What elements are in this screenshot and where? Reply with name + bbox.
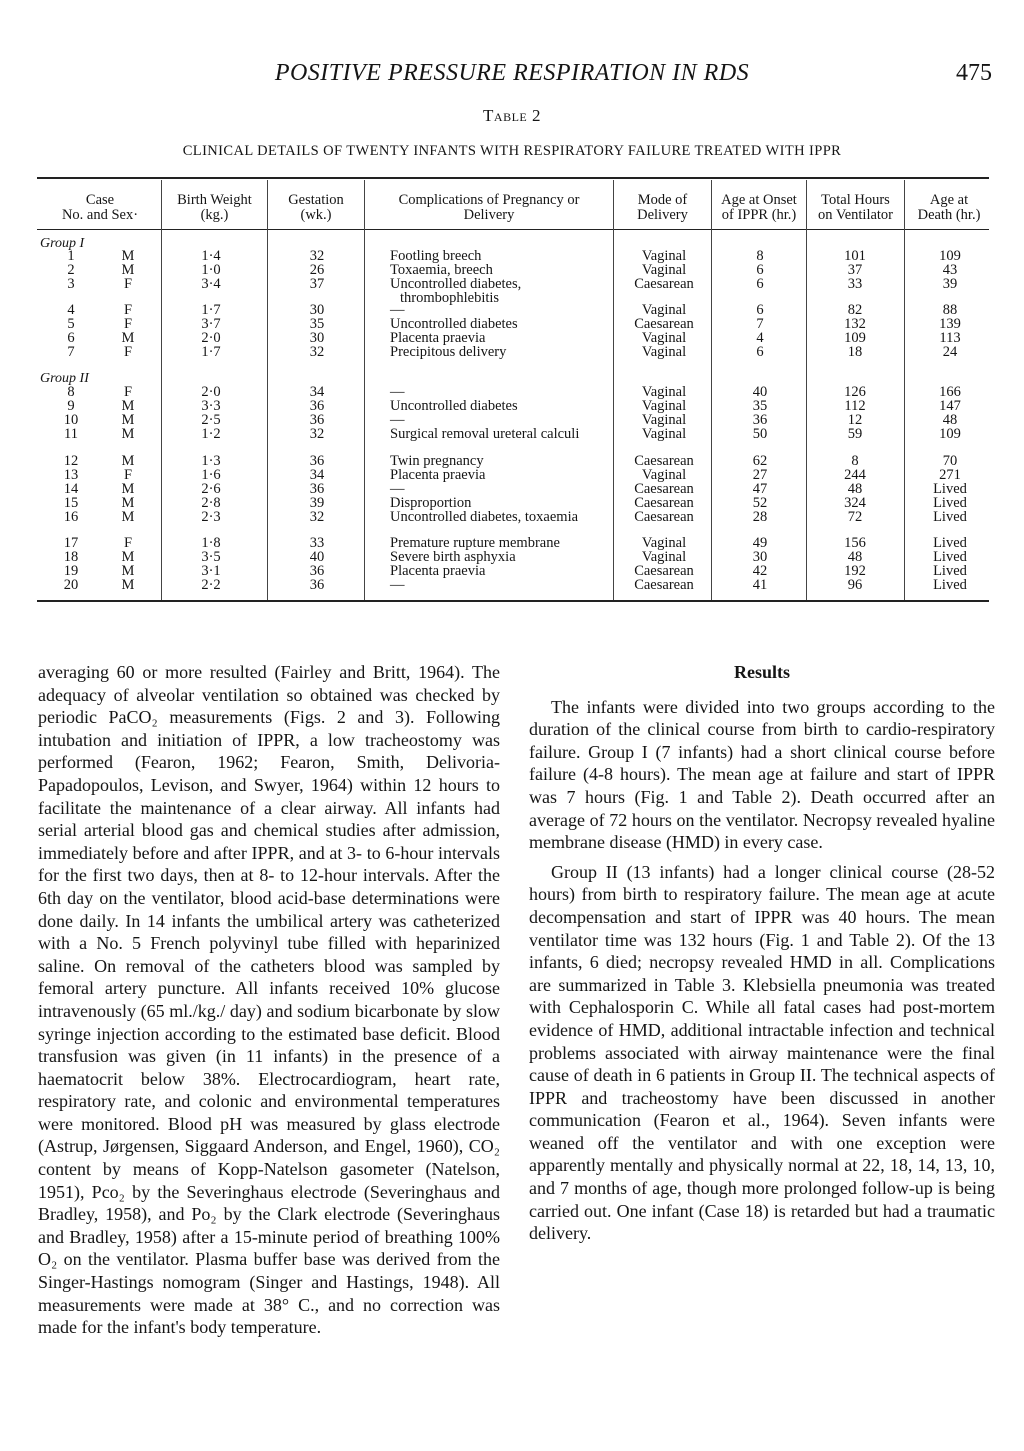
cell-weight: 1·6 xyxy=(201,467,221,483)
results-heading: Results xyxy=(733,662,790,682)
header-case xyxy=(42,193,158,223)
cell-death: 88 xyxy=(942,302,958,318)
cell-gestation: 32 xyxy=(309,344,325,360)
cell-hours: 244 xyxy=(844,467,866,483)
cell-complications: Placenta praevia xyxy=(390,330,486,346)
results-paragraph: The infants were divided into two groups according to the duration of the clinical course from birth to cardio-respiratory failure. Group I (7 infants) had a short clinical course before failure (4-8 hours). The mean age at failure and start of IPPR was 7 hours (Fig. 1 and Table 2). Death occurred after an average of 72 hours on the ventilator. Necropsy revealed hyaline membrane disease (HMD) in every case. xyxy=(529,696,995,853)
table-caption: CLINICAL DETAILS OF TWENTY INFANTS WITH RESPIRATORY FAILURE TREATED WITH IPPR xyxy=(182,143,842,159)
cell-hours: 8 xyxy=(851,453,859,469)
column-divider xyxy=(161,180,162,600)
cell-sex: F xyxy=(123,302,133,318)
cell-no: 20 xyxy=(63,577,79,593)
header-death-line1: Age at xyxy=(929,192,969,208)
cell-onset: 35 xyxy=(752,398,768,414)
cell-complications: Uncontrolled diabetes xyxy=(390,316,518,332)
cell-gestation: 37 xyxy=(309,276,325,292)
cell-mode: Vaginal xyxy=(641,248,687,264)
cell-no: 9 xyxy=(67,398,75,414)
cell-no: 17 xyxy=(63,535,79,551)
body-right-column xyxy=(529,661,995,1245)
table-top-rule xyxy=(37,177,989,179)
cell-complications: — xyxy=(390,384,405,400)
cell-death: Lived xyxy=(933,509,967,525)
cell-weight: 2·6 xyxy=(201,481,221,497)
cell-death: 139 xyxy=(939,316,961,332)
cell-no: 6 xyxy=(67,330,75,346)
cell-hours: 48 xyxy=(847,481,863,497)
cell-complications: Toxaemia, breech xyxy=(390,262,493,278)
cell-hours: 96 xyxy=(847,577,863,593)
header-gestation-line2: (wk.) xyxy=(300,207,332,223)
header-mode-line2: Delivery xyxy=(637,207,688,223)
cell-hours: 37 xyxy=(847,262,863,278)
cell-weight: 1·2 xyxy=(201,426,221,442)
header-death-line2: Death (hr.) xyxy=(917,207,981,223)
cell-gestation: 39 xyxy=(309,495,325,511)
cell-weight: 3·1 xyxy=(201,563,221,579)
cell-gestation: 36 xyxy=(309,563,325,579)
cell-no: 11 xyxy=(64,426,78,442)
cell-complications: Footling breech xyxy=(390,248,482,264)
cell-no: 8 xyxy=(67,384,75,400)
cell-mode: Vaginal xyxy=(641,426,687,442)
cell-no: 14 xyxy=(63,481,79,497)
header-complications xyxy=(367,193,611,223)
cell-gestation: 36 xyxy=(309,453,325,469)
column-divider xyxy=(711,180,712,600)
cell-complications: Placenta praevia xyxy=(390,467,486,483)
cell-gestation: 36 xyxy=(309,577,325,593)
cell-death: 24 xyxy=(942,344,958,360)
cell-gestation: 26 xyxy=(309,262,325,278)
cell-no: 10 xyxy=(63,412,79,428)
cell-complications: Precipitous delivery xyxy=(390,344,507,360)
cell-complications: Premature rupture membrane xyxy=(390,535,560,551)
header-complications-line1: Complications of Pregnancy or xyxy=(398,192,580,208)
cell-weight: 1·7 xyxy=(201,302,221,318)
cell-onset: 27 xyxy=(752,467,768,483)
cell-death: 70 xyxy=(942,453,958,469)
header-onset-line2: of IPPR (hr.) xyxy=(721,207,797,223)
cell-gestation: 35 xyxy=(309,316,325,332)
cell-sex: M xyxy=(121,577,135,593)
cell-hours: 59 xyxy=(847,426,863,442)
cell-gestation: 36 xyxy=(309,481,325,497)
column-divider xyxy=(806,180,807,600)
cell-hours: 48 xyxy=(847,549,863,565)
table-title: Table 2 xyxy=(483,106,541,125)
cell-sex: M xyxy=(121,563,135,579)
table-header-rule xyxy=(37,229,989,230)
cell-sex: M xyxy=(121,481,135,497)
results-paragraph: Group II (13 infants) had a longer clinical course (28-52 hours) from birth to respiratory failure. The mean age at acute decompensation and start of IPPR was 40 hours. The mean ventilator time was 132 hours (Fig. 1 and Table 2). Of the 13 infants, 6 died; necropsy revealed HMD in all. Complications are summarized in Table 3. Klebsiella pneumonia was treated with Cephalosporin C. While all fatal cases had post-mortem evidence of HMD, additional intractable infection and technical problems associated with airway maintenance were the final cause of death in 6 patients in Group II. The technical aspects of IPPR and tracheostomy have been discussed in another communication (Fearon et al., 1964). Seven infants were weaned off the ventilator and with one exception were apparently mentally and physically normal at 22, 18, 14, 13, 10, and 7 months of age, though more prolonged follow-up is being carried out. One infant (Case 18) is retarded but had a traumatic delivery. xyxy=(529,861,995,1244)
cell-death: 43 xyxy=(942,262,958,278)
cell-mode: Vaginal xyxy=(641,302,687,318)
cell-weight: 1·4 xyxy=(201,248,221,264)
cell-sex: M xyxy=(121,412,135,428)
cell-weight: 2·3 xyxy=(201,509,221,525)
cell-sex: F xyxy=(123,384,133,400)
cell-gestation: 30 xyxy=(309,302,325,318)
cell-mode: Caesarean xyxy=(634,316,694,332)
cell-no: 5 xyxy=(67,316,75,332)
cell-mode: Caesarean xyxy=(634,481,694,497)
cell-sex: M xyxy=(121,330,135,346)
cell-mode: Vaginal xyxy=(641,535,687,551)
cell-hours: 192 xyxy=(844,563,866,579)
cell-death: 147 xyxy=(939,398,961,414)
cell-onset: 8 xyxy=(756,248,764,264)
cell-death: Lived xyxy=(933,535,967,551)
cell-complications: Surgical removal ureteral calculi xyxy=(390,426,580,442)
cell-gestation: 40 xyxy=(309,549,325,565)
running-title: POSITIVE PRESSURE RESPIRATION IN RDS xyxy=(274,60,750,86)
cell-weight: 1·3 xyxy=(201,453,221,469)
header-mode xyxy=(616,193,709,223)
cell-sex: M xyxy=(121,509,135,525)
cell-complications: — xyxy=(390,481,405,497)
cell-no: 19 xyxy=(63,563,79,579)
cell-hours: 324 xyxy=(844,495,866,511)
cell-gestation: 32 xyxy=(309,426,325,442)
cell-onset: 6 xyxy=(756,262,764,278)
cell-complications: Disproportion xyxy=(390,495,472,511)
cell-mode: Caesarean xyxy=(634,509,694,525)
cell-death: 109 xyxy=(939,426,961,442)
cell-no: 12 xyxy=(63,453,79,469)
cell-sex: M xyxy=(121,262,135,278)
cell-mode: Caesarean xyxy=(634,563,694,579)
header-age-death xyxy=(906,193,992,223)
cell-no: 18 xyxy=(63,549,79,565)
cell-weight: 2·2 xyxy=(201,577,221,593)
cell-gestation: 36 xyxy=(309,398,325,414)
cell-complications: — xyxy=(390,412,405,428)
header-age-onset xyxy=(712,193,806,223)
cell-mode: Vaginal xyxy=(641,398,687,414)
cell-onset: 47 xyxy=(752,481,768,497)
cell-death: Lived xyxy=(933,481,967,497)
cell-mode: Vaginal xyxy=(641,384,687,400)
body-left-column xyxy=(38,661,500,1339)
header-total-hours xyxy=(807,193,904,223)
cell-no: 15 xyxy=(63,495,79,511)
running-head xyxy=(0,60,1024,100)
cell-death: 109 xyxy=(939,248,961,264)
cell-hours: 132 xyxy=(844,316,866,332)
cell-complications: Uncontrolled diabetes, toxaemia xyxy=(390,509,579,525)
cell-complications: Uncontrolled diabetes xyxy=(390,398,518,414)
cell-hours: 156 xyxy=(844,535,866,551)
header-onset-line1: Age at Onset xyxy=(721,192,797,208)
cell-sex: F xyxy=(123,344,133,360)
cell-gestation: 36 xyxy=(309,412,325,428)
cell-onset: 6 xyxy=(756,302,764,318)
header-weight-line1: Birth Weight xyxy=(177,192,252,208)
cell-weight: 3·4 xyxy=(201,276,221,292)
cell-death: 39 xyxy=(942,276,958,292)
header-case-line1: Case xyxy=(85,192,115,208)
cell-onset: 40 xyxy=(752,384,768,400)
body-paragraph: averaging 60 or more resulted (Fairley and Britt, 1964). The adequacy of alveolar ventilation so obtained was checked by periodic PaCO₂ measurements (Figs. 2 and 3). Following intubation and initiation of IPPR, a low tracheostomy was performed (Fearon, 1962; Fearon, Smith, Delivoria-Papadopoulos, Levison, and Swyer, 1964) within 12 hours to facilitate the maintenance of a clear airway. All infants had serial arterial blood gas and chemical studies after admission, immediately before and after IPPR, and at 3- to 6-hour intervals for the first two days, then at 8- to 12-hour intervals. After the 6th day on the ventilator, blood acid-base determinations were done daily. In 14 infants the umbilical artery was catheterized with a No. 5 French polyvinyl tube filled with heparinized saline. On removal of the catheters blood was sampled by femoral artery puncture. All infants received 10% glucose intravenously (65 ml./kg./ day) and sodium bicarbonate by slow syringe injection according to the estimated base deficit. Blood transfusion was given (in 11 infants) in the presence of a haematocrit below 38%. Electrocardiogram, heart rate, respiratory rate, and colonic and environmental temperatures were monitored. Blood pH was measured by glass electrode (Astrup, Jørgensen, Siggaard Anderson, and Engel, 1960), CO₂ content by means of Kopp-Natelson gasometer (Natelson, 1951), Pco₂ by the Severinghaus electrode (Severinghaus and Bradley, 1958), and Po₂ by the Clark electrode (Severinghaus and Bradley, 1958) after a 15-minute period of breathing 100% O₂ on the ventilator. Plasma buffer base was derived from the Singer-Hastings nomogram (Singer and Hastings, 1948). All measurements were made at 38° C., and no correction was made for the infant's body temperature. xyxy=(38,662,500,1338)
cell-mode: Vaginal xyxy=(641,344,687,360)
cell-death: 48 xyxy=(942,412,958,428)
cell-weight: 2·0 xyxy=(201,384,221,400)
cell-hours: 18 xyxy=(847,344,863,360)
header-birth-weight xyxy=(164,193,265,223)
cell-gestation: 34 xyxy=(309,467,325,483)
group-label-i: Group I xyxy=(40,236,85,251)
cell-gestation: 32 xyxy=(309,509,325,525)
header-case-line2: No. and Sex· xyxy=(61,207,139,223)
cell-no: 16 xyxy=(63,509,79,525)
cell-weight: 2·0 xyxy=(201,330,221,346)
cell-sex: M xyxy=(121,495,135,511)
cell-weight: 2·8 xyxy=(201,495,221,511)
cell-mode: Caesarean xyxy=(634,577,694,593)
cell-onset: 41 xyxy=(752,577,768,593)
cell-mode: Vaginal xyxy=(641,330,687,346)
cell-hours: 112 xyxy=(844,398,866,414)
cell-onset: 28 xyxy=(752,509,768,525)
header-hours-line2: on Ventilator xyxy=(817,207,894,223)
cell-onset: 36 xyxy=(752,412,768,428)
cell-death: 271 xyxy=(939,467,961,483)
cell-hours: 101 xyxy=(844,248,866,264)
cell-gestation: 34 xyxy=(309,384,325,400)
cell-onset: 50 xyxy=(752,426,768,442)
cell-hours: 72 xyxy=(847,509,863,525)
cell-weight: 3·3 xyxy=(201,398,221,414)
cell-sex: M xyxy=(121,549,135,565)
cell-mode: Vaginal xyxy=(641,262,687,278)
header-mode-line1: Mode of xyxy=(637,192,688,208)
cell-no: 7 xyxy=(67,344,75,360)
cell-sex: F xyxy=(123,316,133,332)
cell-complications: Uncontrolled diabetes, thrombophlebitis xyxy=(390,276,522,306)
cell-complications: — xyxy=(390,577,405,593)
cell-onset: 4 xyxy=(756,330,764,346)
header-gestation xyxy=(270,193,362,223)
column-divider xyxy=(364,180,365,600)
cell-no: 4 xyxy=(67,302,75,318)
cell-onset: 30 xyxy=(752,549,768,565)
column-divider xyxy=(267,180,268,600)
cell-onset: 62 xyxy=(752,453,768,469)
cell-hours: 126 xyxy=(844,384,866,400)
cell-sex: M xyxy=(121,248,135,264)
cell-onset: 42 xyxy=(752,563,768,579)
header-complications-line2: Delivery xyxy=(463,207,515,223)
cell-hours: 109 xyxy=(844,330,866,346)
cell-sex: F xyxy=(123,535,133,551)
cell-weight: 3·5 xyxy=(201,549,221,565)
cell-no: 2 xyxy=(67,262,75,278)
cell-mode: Vaginal xyxy=(641,467,687,483)
cell-onset: 49 xyxy=(752,535,768,551)
cell-death: Lived xyxy=(933,495,967,511)
cell-complications: Twin pregnancy xyxy=(390,453,484,469)
cell-mode: Caesarean xyxy=(634,276,694,292)
cell-gestation: 33 xyxy=(309,535,325,551)
cell-sex: M xyxy=(121,398,135,414)
cell-complications: Placenta praevia xyxy=(390,563,486,579)
cell-gestation: 32 xyxy=(309,248,325,264)
cell-sex: M xyxy=(121,426,135,442)
column-divider xyxy=(904,180,905,600)
cell-death: 166 xyxy=(939,384,961,400)
cell-sex: F xyxy=(123,467,133,483)
cell-onset: 6 xyxy=(756,276,764,292)
cell-hours: 12 xyxy=(847,412,863,428)
cell-no: 3 xyxy=(67,276,75,292)
column-divider xyxy=(613,180,614,600)
header-weight-line2: (kg.) xyxy=(200,207,229,223)
group-label-ii: Group II xyxy=(40,371,89,386)
cell-weight: 1·7 xyxy=(201,344,221,360)
cell-mode: Caesarean xyxy=(634,495,694,511)
cell-mode: Vaginal xyxy=(641,549,687,565)
cell-weight: 3·7 xyxy=(201,316,221,332)
cell-death: Lived xyxy=(933,549,967,565)
cell-hours: 33 xyxy=(847,276,863,292)
cell-mode: Vaginal xyxy=(641,412,687,428)
cell-weight: 1·8 xyxy=(201,535,221,551)
cell-onset: 7 xyxy=(756,316,764,332)
cell-weight: 1·0 xyxy=(201,262,221,278)
cell-complications: — xyxy=(390,302,405,318)
cell-death: 113 xyxy=(939,330,961,346)
cell-no: 1 xyxy=(67,248,75,264)
cell-death: Lived xyxy=(933,563,967,579)
cell-onset: 6 xyxy=(756,344,764,360)
cell-sex: M xyxy=(121,453,135,469)
cell-weight: 2·5 xyxy=(201,412,221,428)
cell-mode: Caesarean xyxy=(634,453,694,469)
page-number: 475 xyxy=(956,60,992,86)
cell-sex: F xyxy=(123,276,133,292)
cell-gestation: 30 xyxy=(309,330,325,346)
cell-hours: 82 xyxy=(847,302,863,318)
header-hours-line1: Total Hours xyxy=(821,192,890,208)
cell-onset: 52 xyxy=(752,495,768,511)
header-gestation-line1: Gestation xyxy=(288,192,344,208)
cell-no: 13 xyxy=(63,467,79,483)
table-bottom-rule xyxy=(37,600,989,602)
cell-complications: Severe birth asphyxia xyxy=(390,549,516,565)
cell-death: Lived xyxy=(933,577,967,593)
